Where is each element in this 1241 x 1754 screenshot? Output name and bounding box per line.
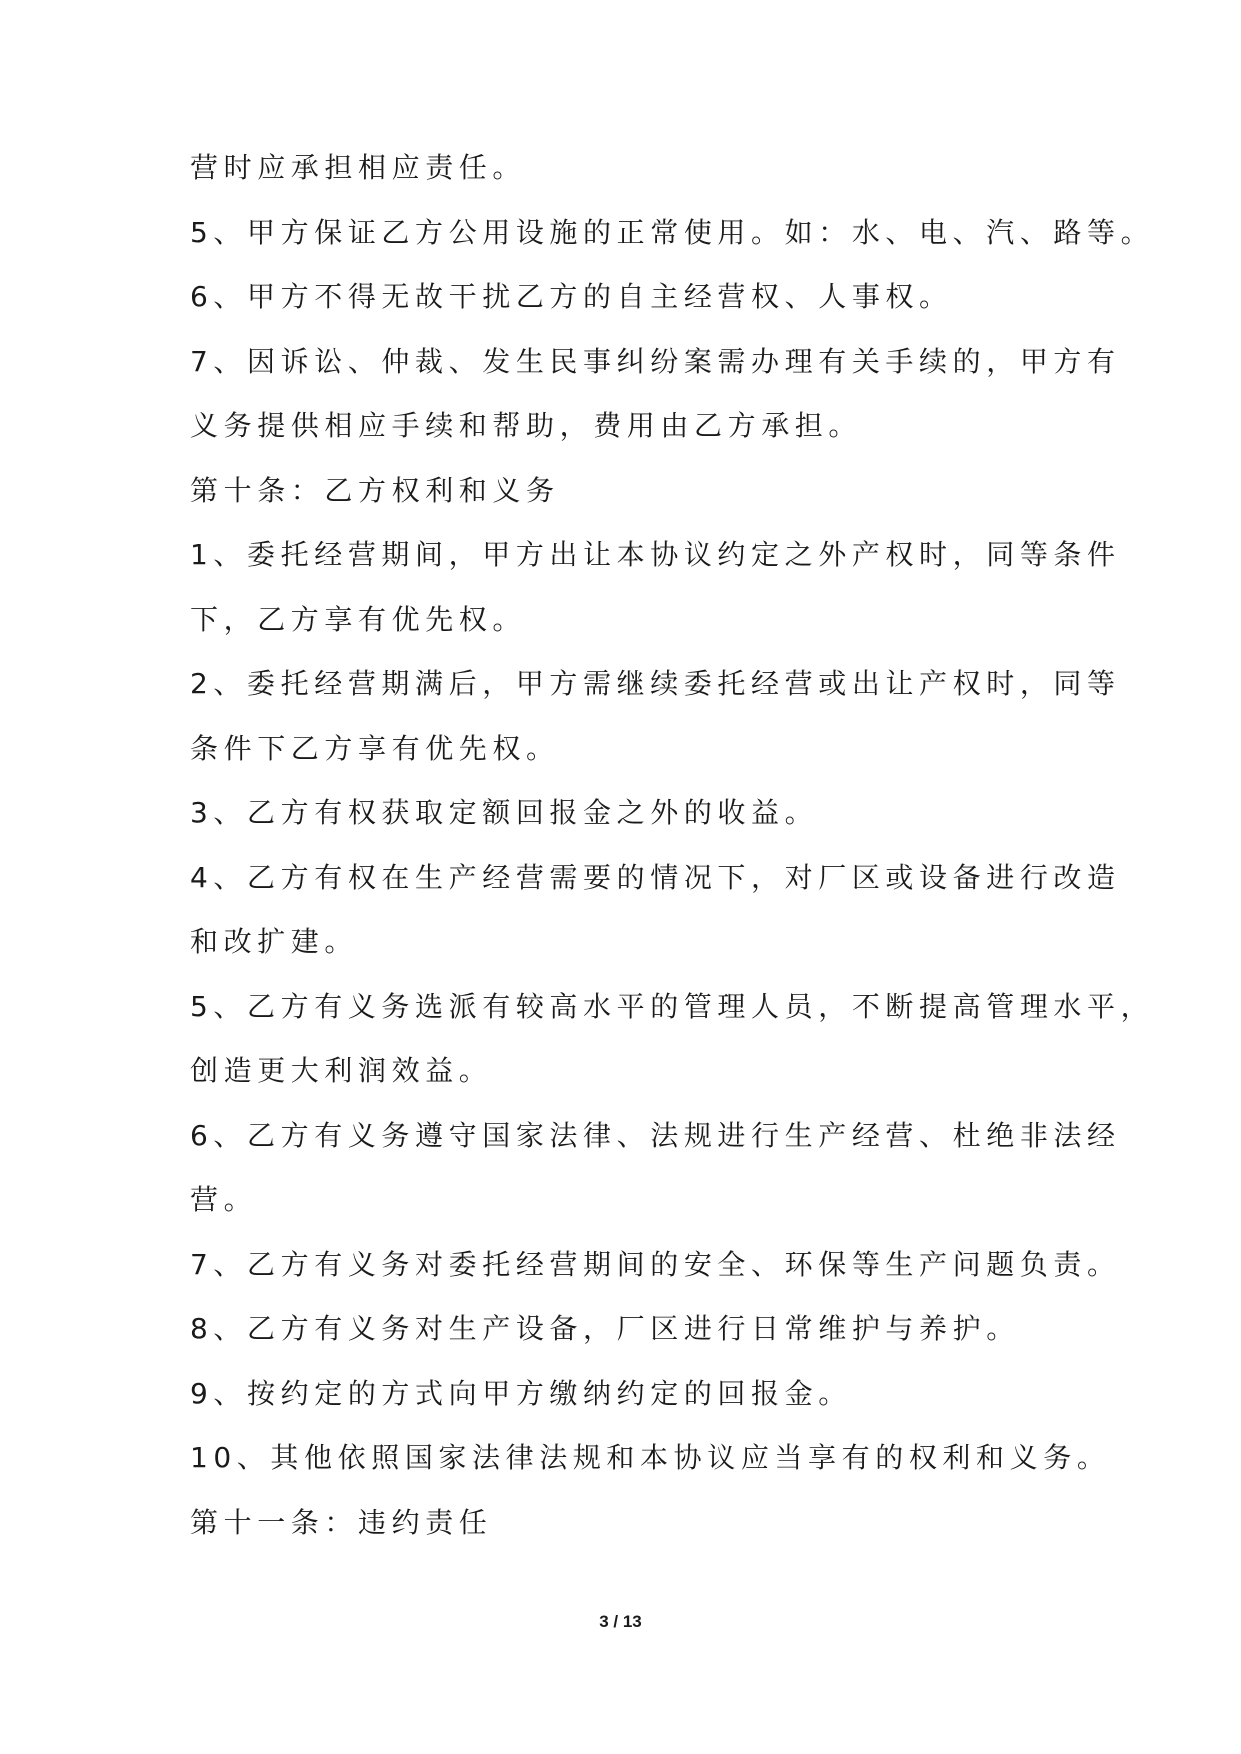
page-number: 3 / 13	[599, 1612, 642, 1631]
text-line: 2、委托经营期满后，甲方需继续委托经营或出让产权时，同等	[190, 667, 1121, 700]
text-line: 7、乙方有义务对委托经营期间的安全、环保等生产问题负责。	[190, 1247, 1121, 1281]
text-line: 5、甲方保证乙方公用设施的正常使用。如：水、电、汽、路等。	[190, 215, 1155, 249]
text-line: 营。	[190, 1183, 258, 1216]
text-line: 6、甲方不得无故干扰乙方的自主经营权、人事权。	[190, 280, 953, 313]
text-line: 10、其他依照国家法律法规和本协议应当享有的权利和义务。	[190, 1441, 1111, 1474]
text-line: 条件下乙方享有优先权。	[190, 731, 560, 765]
document-body	[190, 151, 1155, 1571]
text-line: 创造更大利润效益。	[190, 1054, 493, 1087]
text-line: 下，乙方享有优先权。	[190, 602, 527, 636]
text-line: 4、乙方有权在生产经营需要的情况下，对厂区或设备进行改造	[190, 860, 1121, 894]
text-line: 5、乙方有义务选派有较高水平的管理人员，不断提高管理水平，	[190, 989, 1155, 1023]
text-line: 1、委托经营期间，甲方出让本协议约定之外产权时，同等条件	[190, 538, 1121, 571]
section-heading: 第十一条：违约责任	[190, 1505, 493, 1539]
section-heading: 第十条：乙方权利和义务	[190, 473, 560, 507]
text-line: 9、按约定的方式向甲方缴纳约定的回报金。	[190, 1376, 852, 1410]
text-line: 6、乙方有义务遵守国家法律、法规进行生产经营、杜绝非法经	[190, 1118, 1121, 1152]
text-line: 7、因诉讼、仲裁、发生民事纠纷案需办理有关手续的，甲方有	[190, 344, 1121, 378]
text-line: 3、乙方有权获取定额回报金之外的收益。	[190, 796, 819, 829]
text-line: 和改扩建。	[190, 925, 359, 958]
text-line: 8、乙方有义务对生产设备，厂区进行日常维护与养护。	[190, 1312, 1020, 1345]
text-line: 义务提供相应手续和帮助，费用由乙方承担。	[190, 409, 863, 442]
text-line: 营时应承担相应责任。	[190, 151, 527, 184]
